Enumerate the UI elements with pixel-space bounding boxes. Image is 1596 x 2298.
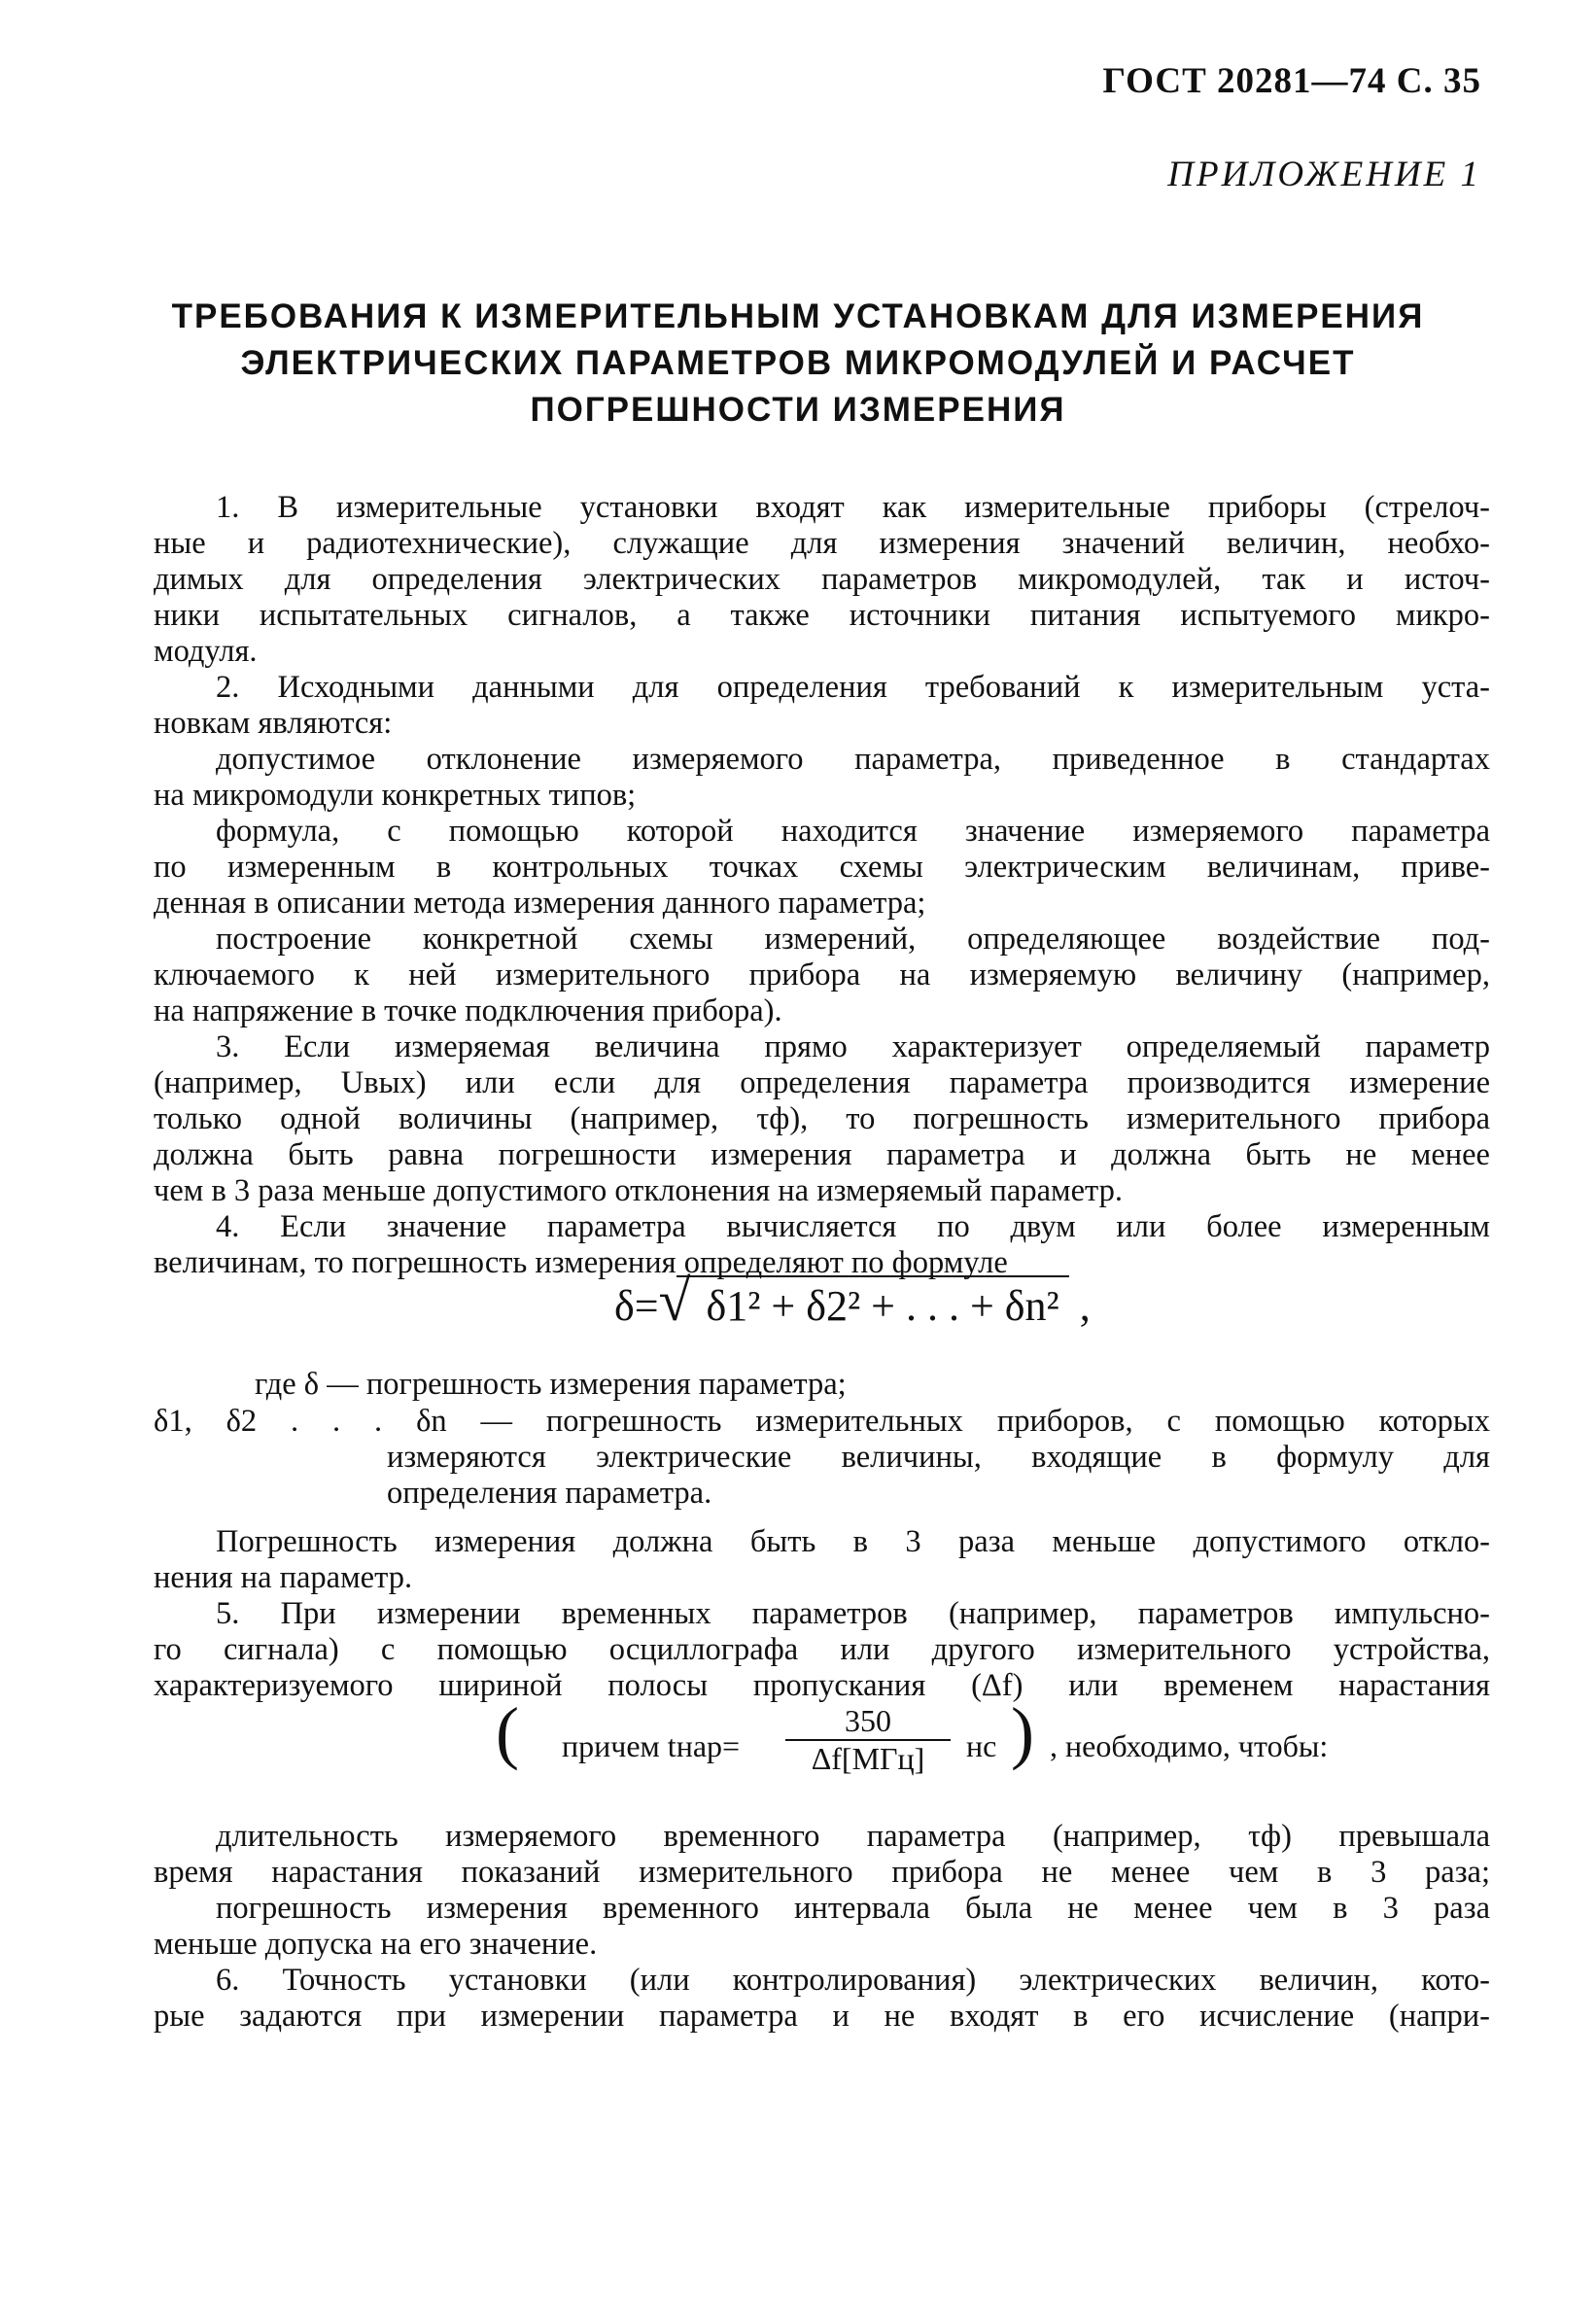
body-line: нения на параметр. — [154, 1560, 413, 1595]
fraction-denominator: Δf[МГц] — [785, 1739, 951, 1777]
body-line: го сигнала) с помощью осциллографа или другого измерительного устройства, — [154, 1632, 1490, 1667]
body-line: величинам, то погрешность измерения определяют по формуле — [154, 1245, 1008, 1280]
body-line: на напряжение в точке подключения прибора). — [154, 993, 782, 1028]
error-formula — [614, 1268, 1091, 1335]
title-line: ПОГРЕШНОСТИ ИЗМЕРЕНИЯ — [530, 391, 1066, 429]
formula-trail: , — [1079, 1282, 1091, 1330]
where-line: измеряются электрические величины, входящие в формулу для — [387, 1440, 1490, 1475]
body-line: денная в описании метода измерения данного параметра; — [154, 886, 926, 921]
radical-sign: √ — [658, 1269, 691, 1333]
body-line: характеризуемого шириной полосы пропускания (Δf) или временем нарастания — [154, 1668, 1490, 1703]
body-line: должна быть равна погрешности измерения параметра и должна быть не менее — [154, 1137, 1490, 1172]
body-line: погрешность измерения временного интервала была не менее чем в 3 раза — [216, 1891, 1490, 1926]
body-line: допустимое отклонение измеряемого параметра, приведенное в стандартах — [216, 742, 1490, 777]
body-line: новкам являются: — [154, 706, 393, 741]
fraction-numerator: 350 — [845, 1703, 891, 1738]
document-title — [146, 294, 1450, 434]
body-line: на микромодули конкретных типов; — [154, 778, 637, 813]
where-line: где δ — погрешность измерения параметра; — [255, 1367, 847, 1402]
body-line: по измеренным в контрольных точках схемы электрическим величинам, приве- — [154, 850, 1490, 885]
body-line: меньше допуска на его значение. — [154, 1927, 598, 1962]
formula-tail: , необходимо, чтобы: — [1050, 1728, 1329, 1763]
body-line: Погрешность измерения должна быть в 3 раза меньше допустимого откло- — [216, 1524, 1490, 1559]
title-line: ЭЛЕКТРИЧЕСКИХ ПАРАМЕТРОВ МИКРОМОДУЛЕЙ И РАСЧЕТ — [240, 344, 1356, 382]
body-line: рые задаются при измерении параметра и не входят в его исчисление (напри- — [154, 1999, 1490, 2034]
body-line: время нарастания показаний измерительного прибора не менее чем в 3 раза; — [154, 1855, 1490, 1890]
body-line: формула, с помощью которой находится значение измеряемого параметра — [216, 814, 1490, 849]
body-line: 3. Если измеряемая величина прямо характеризует определяемый параметр — [216, 1029, 1490, 1064]
body-line: 6. Точность установки (или контролирования) электрических величин, кото- — [216, 1963, 1490, 1998]
formula-prefix: причем tнар= — [562, 1728, 741, 1763]
body-line: только одной воличины (например, τф), то погрешность измерительного прибора — [154, 1101, 1490, 1136]
body-line: 5. При измерении временных параметров (например, параметров импульсно- — [216, 1596, 1490, 1631]
formula-unit: нс — [966, 1728, 997, 1763]
formula-lhs: δ= — [614, 1282, 659, 1330]
body-line: (например, Uвых) или если для определения параметра производится измерение — [154, 1065, 1490, 1100]
where-line: определения параметра. — [387, 1476, 712, 1511]
body-line: 4. Если значение параметра вычисляется по двум или более измеренным — [216, 1209, 1490, 1244]
fraction — [785, 1703, 951, 1777]
body-line: ные и радиотехнические), служащие для измерения значений величин, необхо- — [154, 526, 1490, 561]
body-line: 2. Исходными данными для определения требований к измерительным уста- — [216, 670, 1490, 705]
close-paren: ) — [1011, 1693, 1034, 1771]
body-line: ключаемого к ней измерительного прибора на измеряемую величину (например, — [154, 958, 1490, 992]
formula-radicand: δ1² + δ2² + . . . + δn² — [677, 1275, 1068, 1331]
where-line: δ1, δ2 . . . δn — погрешность измерительных приборов, с помощью которых — [154, 1404, 1490, 1439]
standard-header: ГОСТ 20281—74 С. 35 — [1102, 61, 1481, 101]
appendix-label: ПРИЛОЖЕНИЕ 1 — [1167, 155, 1481, 194]
body-line: ники испытательных сигналов, а также источники питания испытуемого микро- — [154, 598, 1490, 633]
open-paren: ( — [496, 1693, 519, 1771]
body-line: модуля. — [154, 634, 258, 669]
title-line: ТРЕБОВАНИЯ К ИЗМЕРИТЕЛЬНЫМ УСТАНОВКАМ ДЛЯ ИЗМЕРЕНИЯ — [171, 297, 1425, 335]
body-line: димых для определения электрических параметров микромодулей, так и источ- — [154, 562, 1490, 597]
body-line: чем в 3 раза меньше допустимого отклонения на измеряемый параметр. — [154, 1173, 1123, 1208]
body-line: 1. В измерительные установки входят как измерительные приборы (стрелоч- — [216, 490, 1490, 525]
body-line: построение конкретной схемы измерений, определяющее воздействие под- — [216, 922, 1490, 957]
body-line: длительность измеряемого временного параметра (например, τф) превышала — [216, 1819, 1490, 1854]
